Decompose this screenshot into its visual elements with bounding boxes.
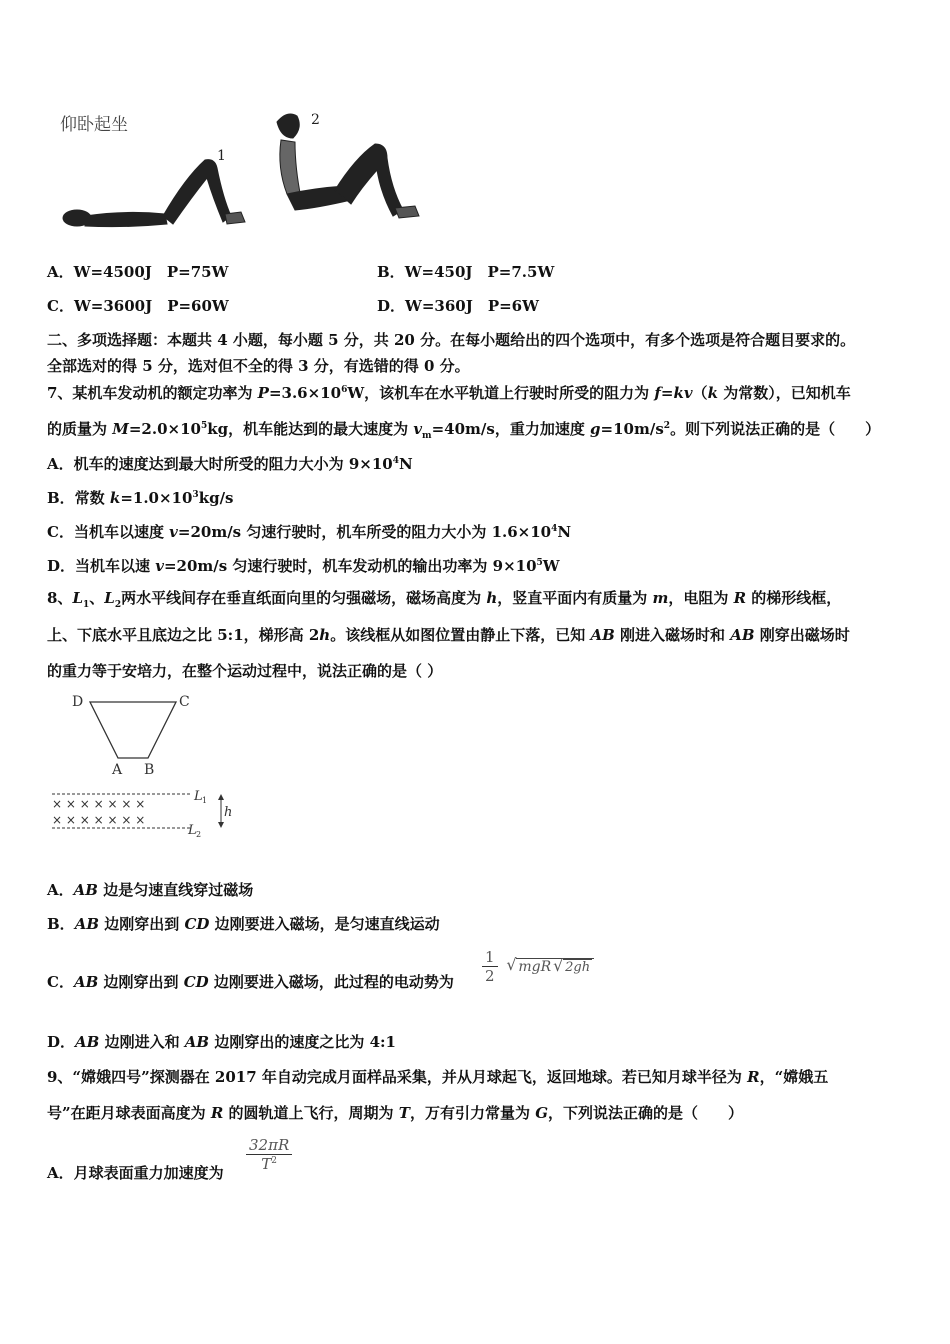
situp-figure-label: 仰卧起坐 — [60, 115, 128, 135]
q8-stem-line2: 上、下底水平且底边之比 5:1，梯形高 2h。该线框从如图位置由静止下落，已知 AB 刚进入磁场时和 AB 刚穿出磁场时 — [47, 626, 850, 644]
q6-option-b: B．W=450J P=7.5W — [377, 263, 555, 281]
q7-option-a: A．机车的速度达到最大时所受的阻力大小为 $9\times 10^4N$ — [47, 455, 413, 473]
vertex-c-label: C — [179, 694, 190, 710]
magnetic-field-row-2: × × × × × × × — [52, 813, 146, 827]
q7-stem-line1: 7、某机车发动机的额定功率为 $P=3.6\times 10^6W$，该机车在水平轨道上行驶时所受的阻力为 f=kv（k 为常数），已知机车 — [47, 384, 851, 402]
vertex-d-label: D — [72, 694, 84, 710]
q6-option-d: D．W=360J P=6W — [377, 297, 539, 315]
q8-trapezoid-diagram — [48, 690, 248, 840]
section2-header-line2: 全部选对的得 5 分，选对但不全的得 3 分，有选错的得 0 分。 — [47, 357, 470, 375]
label-l2: L — [188, 823, 197, 838]
q6-option-c: C．W=3600J P=60W — [47, 297, 229, 315]
label-h: h — [224, 805, 233, 820]
q6-option-a: A．W=4500J P=75W — [47, 263, 229, 281]
situp-illustration — [55, 98, 435, 238]
fraction-half: $\frac{1}{2}$ — [482, 948, 498, 985]
section2-header-line1: 二、多项选择题：本题共 4 小题，每小题 5 分，共 20 分。在每小题给出的四个选项中，有多个选项是符合题目要求的。 — [47, 331, 856, 349]
q9-option-a-formula — [246, 1136, 292, 1173]
q8-option-b: B．AB 边刚穿出到 CD 边刚要进入磁场，是匀速直线运动 — [47, 915, 440, 933]
fraction-32piR-over-T2: $\frac{32\pi R}{T^2}$ — [246, 1136, 292, 1173]
q8-option-c-formula — [482, 948, 594, 985]
q9-stem-line1: 9、“嫦娥四号”探测器在 2017 年自动完成月面样品采集，并从月球起飞，返回地球。若已知月球半径为 R，“嫦娥五 — [47, 1068, 829, 1086]
q8-stem-line3: 的重力等于安培力，在整个运动过程中，说法正确的是（ ） — [47, 662, 443, 680]
q8-stem-line1: 8、$L_1$、$L_2$两水平线间存在垂直纸面向里的匀强磁场，磁场高度为 h，竖直平面内有质量为 m，电阻为 R 的梯形线框， — [47, 589, 842, 610]
q7-option-b: B．常数 $k=1.0\times 10^3kg/s$ — [47, 489, 234, 507]
sqrt-inner: √ 2gh — [563, 959, 592, 975]
situp-pose-1-number: 1 — [217, 148, 226, 164]
q7-stem-line2: 的质量为 $M=2.0\times 10^5kg$，机车能达到的最大速度为 $v_m=40m/s$，重力加速度 $g=10m/s^2$。则下列说法正确的是（ ） — [47, 420, 881, 441]
label-l2-sub: 2 — [196, 830, 202, 839]
q9-option-a: A．月球表面重力加速度为 — [47, 1164, 224, 1182]
situp-pose-1 — [63, 160, 245, 227]
vertex-b-label: B — [144, 762, 155, 778]
q7-option-d: D．当机车以速 v=20m/s 匀速行驶时，机车发动机的输出功率为 $9\times 10^5W$ — [47, 557, 560, 575]
q9-stem-line2: 号”在距月球表面高度为 R 的圆轨道上飞行，周期为 T，万有引力常量为 G，下列说法正确的是（ ） — [47, 1104, 744, 1122]
trapezoid-frame — [90, 702, 176, 758]
q7-option-c: C．当机车以速度 v=20m/s 匀速行驶时，机车所受的阻力大小为 $1.6\times 10^4N$ — [47, 523, 572, 541]
q8-option-a: A．AB 边是匀速直线穿过磁场 — [47, 881, 254, 899]
magnetic-field-row-1: × × × × × × × — [52, 797, 146, 811]
situp-figure — [55, 98, 435, 238]
label-l1-sub: 1 — [202, 796, 208, 805]
sqrt-outer: √ mgR√ 2gh — [516, 958, 594, 975]
q8-option-d: D．AB 边刚进入和 AB 边刚穿出的速度之比为 4:1 — [47, 1033, 396, 1051]
situp-pose-2 — [277, 114, 419, 218]
situp-pose-2-number: 2 — [311, 112, 320, 128]
q8-option-c: C．AB 边刚穿出到 CD 边刚要进入磁场，此过程的电动势为 — [47, 973, 454, 991]
label-l1: L — [194, 789, 203, 804]
vertex-a-label: A — [112, 762, 123, 778]
